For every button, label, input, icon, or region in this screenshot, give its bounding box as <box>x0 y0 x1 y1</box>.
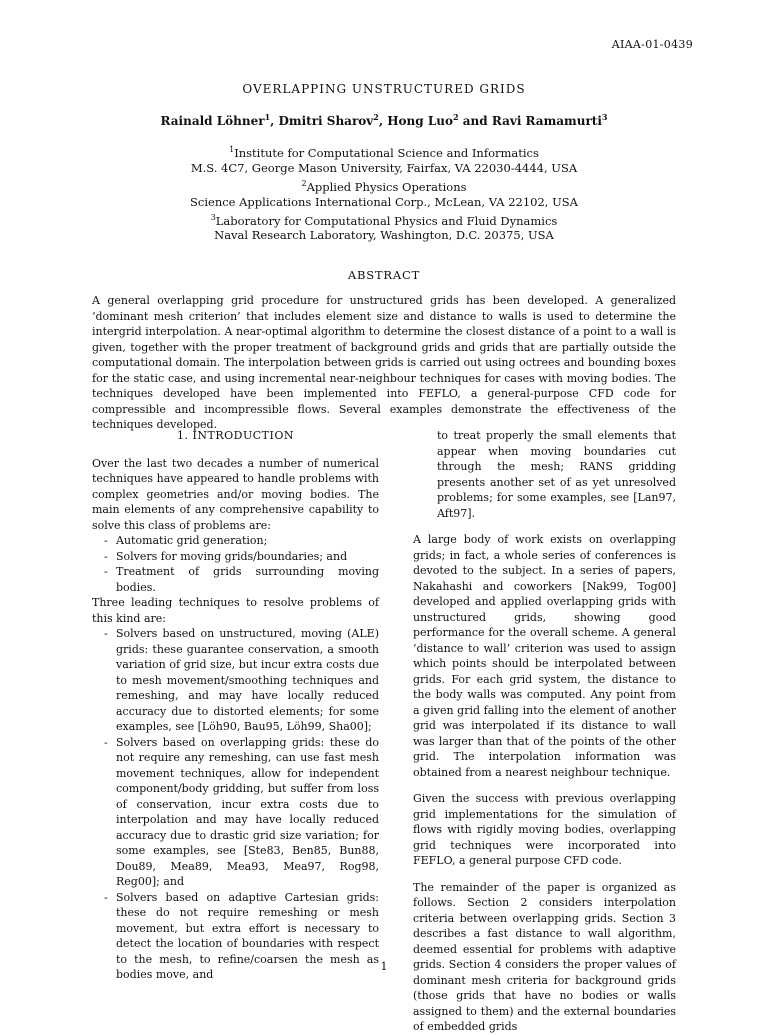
list-item: - Treatment of grids surrounding moving bodies. <box>92 564 379 595</box>
intro-paragraph: Over the last two decades a number of numerical techniques have appeared to handle problems with complex geometries and/or moving bodies. The main elements of any comprehensive capability to solve this class of problems are: <box>92 456 379 532</box>
author: Rainald Löhner$^1$, <box>160 112 279 128</box>
body-paragraph: Given the success with previous overlapping grid implementations for the simulation of flows with rigidly moving bodies, overlapping grid techniques were incorporated into FEFLO, a general purpose CFD code. <box>413 792 676 867</box>
right-column <box>413 428 676 1035</box>
author: Dmitri Sharov$^2$, <box>278 112 388 128</box>
section-heading-introduction: 1. INTRODUCTION <box>177 429 294 442</box>
list-item: - Solvers based on adaptive Cartesian grids: these do not require remeshing or mesh movement, but extra effort is necessary to detect the location of boundaries with respect to the mesh, to refine/coarsen the mesh as bodies move, and <box>92 890 379 983</box>
list-item: - Automatic grid generation; <box>92 533 379 549</box>
abstract-text: A general overlapping grid procedure for unstructured grids has been developed. A generalized ‘dominant mesh criterion’ that includes element size and distance to walls is used to determine the intergrid interpolation. A near-optimal algorithm to determine the closest distance of a point to a wall is given, together with the proper treatment of background grids and grids that are partially outside the computational domain. The interpolation between grids is carried out using octrees and bounding boxes for the static case, and using incremental near-neighbour techniques for cases with moving bodies. The techniques developed have been implemented into FEFLO, a general-purpose CFD code for compressible and incompressible flows. Several examples demonstrate the effectiveness of the techniques developed. <box>92 294 676 431</box>
affiliation-line: Naval Research Laboratory, Washington, D.C. 20375, USA <box>214 228 554 243</box>
abstract-heading: ABSTRACT <box>347 268 421 282</box>
paper-title: OVERLAPPING UNSTRUCTURED GRIDS <box>242 82 526 96</box>
list-item: - Solvers based on overlapping grids: these do not require any remeshing, can use fast mesh movement techniques, allow for independent component/body gridding, but suffer from loss of conservation, incur extra costs due to interpolation and may have locally reduced accuracy due to drastic grid size variation; for some examples, see [Ste83, Ben85, Bun88, Dou89, Mea89, Mea93, Mea97, Rog98, Reg00]; and <box>92 735 379 890</box>
left-column <box>92 428 379 983</box>
affiliation-line: $^3$Laboratory for Computational Physics and Fluid Dynamics <box>210 212 558 228</box>
affiliation-line: $^2$Applied Physics Operations <box>301 178 467 194</box>
affiliation-line: M.S. 4C7, George Mason University, Fairfax, VA 22030-4444, USA <box>190 160 578 175</box>
list-item: - Solvers for moving grids/boundaries; and <box>92 549 379 565</box>
technique-list <box>92 626 379 983</box>
capability-list <box>92 533 379 595</box>
affiliation-line: $^1$Institute for Computational Science and Informatics <box>229 145 539 160</box>
author: Hong Luo$^2$ and <box>387 112 492 128</box>
author-list <box>0 112 768 128</box>
body-paragraph: A large body of work exists on overlapping grids; in fact, a whole series of conferences is devoted to the subject. In a series of papers, Nakahashi and coworkers [Nak99, Tog00] developed and applied overlapping grids with unstructured grids, showing good performance for the overall scheme. A general ‘distance to wall’ criterion was used to assign which points should be interpolated between grids. For each grid system, the distance to the body walls was computed. Any point from a given grid falling into the element of another grid was interpolated if its distance to wall was larger than that of the points of the other grid. The interpolation information was obtained from a nearest neighbour technique. <box>413 533 676 779</box>
affiliations <box>0 142 768 243</box>
intro-paragraph: Three leading techniques to resolve problems of this kind are: <box>92 596 379 625</box>
body-paragraph: The remainder of the paper is organized as follows. Section 2 considers interpolation criteria between overlapping grids. Section 3 describes a fast distance to wall algorithm, deemed essential for problems with adaptive grids. Section 4 considers the proper values of dominant mesh criteria for background grids (those grids that have no bodies or walls assigned to them) and the external boundaries of embedded grids <box>413 880 676 1033</box>
author: Ravi Ramamurti$^3$ <box>491 112 608 128</box>
affiliation-line: Science Applications International Corp., McLean, VA 22102, USA <box>190 194 578 209</box>
report-code: AIAA-01-0439 <box>611 38 693 51</box>
list-item: - Solvers based on unstructured, moving (ALE) grids: these guarantee conservation, a smooth variation of grid size, but incur extra costs due to mesh movement/smoothing techniques and remeshing, and may have locally reduced accuracy due to distorted elements; for some examples, see [Löh90, Bau95, Löh99, Sha00]; <box>92 626 379 735</box>
continuation-paragraph: to treat properly the small elements that appear when moving boundaries cut through the mesh; RANS gridding presents another set of as yet unresolved problems; for some examples, see [Lan97, Aft97]. <box>437 429 676 520</box>
page-number: 1 <box>380 960 388 973</box>
